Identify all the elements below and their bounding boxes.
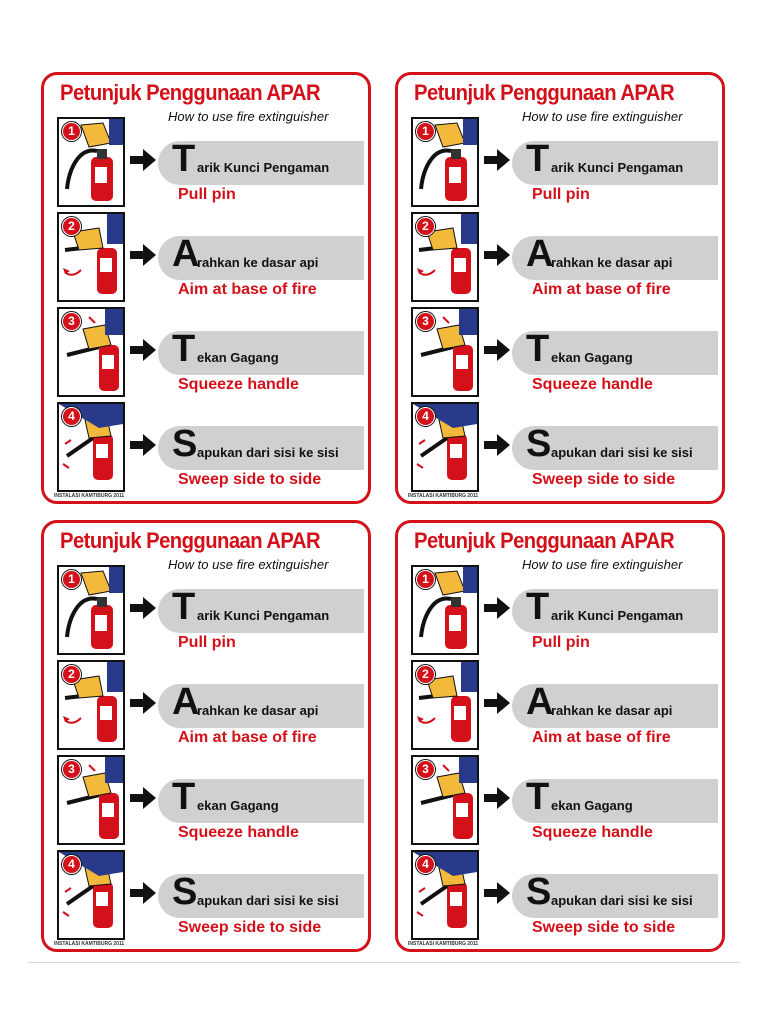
step-indonesian: rahkan ke dasar api	[197, 255, 319, 270]
step-initial: T	[172, 328, 196, 370]
card-title: Petunjuk Penggunaan APAR	[60, 80, 321, 105]
step-indonesian: ekan Gagang	[197, 350, 279, 365]
squeeze-handle-illustration	[411, 307, 479, 397]
arrow-right-icon	[484, 339, 510, 361]
step-2	[398, 660, 722, 752]
arrow-right-icon	[484, 692, 510, 714]
pull-pin-illustration	[57, 565, 125, 655]
card-credit: INSTALASI KAMTIBURG 2011	[408, 493, 479, 499]
step-number: 4	[62, 407, 81, 426]
step-initial: T	[172, 776, 196, 818]
step-initial: T	[526, 776, 550, 818]
step-english: Squeeze handle	[178, 824, 299, 841]
step-number: 2	[416, 217, 435, 236]
step-initial: A	[172, 681, 200, 723]
step-indonesian: arik Kunci Pengaman	[551, 608, 684, 623]
step-english: Pull pin	[178, 634, 236, 651]
step-english: Aim at base of fire	[532, 281, 671, 298]
sweep-illustration	[411, 850, 479, 940]
step-1	[398, 117, 722, 209]
apar-instruction-card	[395, 520, 725, 952]
step-indonesian: apukan dari sisi ke sisi	[197, 893, 339, 908]
sweep-illustration	[57, 850, 125, 940]
squeeze-handle-illustration	[57, 755, 125, 845]
step-4	[398, 402, 722, 494]
aim-nozzle-illustration	[57, 660, 125, 750]
step-1	[44, 117, 368, 209]
card-subtitle: How to use fire extinguisher	[168, 109, 329, 124]
step-number: 4	[416, 407, 435, 426]
step-english: Pull pin	[178, 186, 236, 203]
arrow-right-icon	[130, 597, 156, 619]
arrow-right-icon	[484, 244, 510, 266]
pull-pin-illustration	[411, 565, 479, 655]
step-english: Sweep side to side	[532, 471, 676, 488]
sweep-illustration	[411, 402, 479, 492]
step-english: Sweep side to side	[178, 919, 322, 936]
step-english: Aim at base of fire	[178, 729, 317, 746]
squeeze-handle-illustration	[411, 755, 479, 845]
card-subtitle: How to use fire extinguisher	[522, 109, 683, 124]
step-english: Squeeze handle	[532, 824, 653, 841]
step-number: 1	[416, 570, 435, 589]
card-title: Petunjuk Penggunaan APAR	[60, 528, 321, 553]
step-english: Pull pin	[532, 634, 590, 651]
card-title: Petunjuk Penggunaan APAR	[414, 528, 675, 553]
sweep-illustration	[57, 402, 125, 492]
step-number: 4	[62, 855, 81, 874]
step-2	[44, 212, 368, 304]
step-initial: A	[526, 681, 554, 723]
step-initial: T	[526, 586, 550, 628]
step-initial: T	[526, 328, 550, 370]
step-initial: T	[172, 586, 196, 628]
step-indonesian: ekan Gagang	[551, 350, 633, 365]
step-1	[44, 565, 368, 657]
step-initial: A	[172, 233, 200, 275]
arrow-right-icon	[484, 882, 510, 904]
step-english: Sweep side to side	[178, 471, 322, 488]
step-indonesian: apukan dari sisi ke sisi	[551, 445, 693, 460]
step-indonesian: ekan Gagang	[197, 798, 279, 813]
step-3	[44, 307, 368, 399]
step-indonesian: apukan dari sisi ke sisi	[197, 445, 339, 460]
step-number: 1	[62, 570, 81, 589]
step-english: Sweep side to side	[532, 919, 676, 936]
step-initial: S	[172, 871, 198, 913]
step-indonesian: rahkan ke dasar api	[197, 703, 319, 718]
step-english: Squeeze handle	[532, 376, 653, 393]
step-number: 2	[62, 665, 81, 684]
step-4	[398, 850, 722, 942]
step-initial: S	[526, 871, 552, 913]
aim-nozzle-illustration	[411, 660, 479, 750]
step-english: Aim at base of fire	[532, 729, 671, 746]
step-initial: T	[172, 138, 196, 180]
step-4	[44, 402, 368, 494]
step-number: 3	[62, 760, 81, 779]
step-number: 1	[416, 122, 435, 141]
step-indonesian: apukan dari sisi ke sisi	[551, 893, 693, 908]
arrow-right-icon	[130, 339, 156, 361]
aim-nozzle-illustration	[411, 212, 479, 302]
step-1	[398, 565, 722, 657]
card-credit: INSTALASI KAMTIBURG 2011	[54, 941, 125, 947]
step-number: 2	[416, 665, 435, 684]
arrow-right-icon	[130, 149, 156, 171]
step-number: 3	[416, 760, 435, 779]
step-initial: S	[526, 423, 552, 465]
arrow-right-icon	[484, 597, 510, 619]
step-2	[44, 660, 368, 752]
step-3	[398, 755, 722, 847]
step-english: Aim at base of fire	[178, 281, 317, 298]
pull-pin-illustration	[57, 117, 125, 207]
arrow-right-icon	[484, 787, 510, 809]
step-indonesian: ekan Gagang	[551, 798, 633, 813]
apar-instruction-card	[41, 520, 371, 952]
step-3	[44, 755, 368, 847]
pull-pin-illustration	[411, 117, 479, 207]
arrow-right-icon	[484, 434, 510, 456]
page-divider	[28, 962, 740, 963]
step-number: 3	[416, 312, 435, 331]
step-indonesian: rahkan ke dasar api	[551, 255, 673, 270]
card-credit: INSTALASI KAMTIBURG 2011	[408, 941, 479, 947]
card-subtitle: How to use fire extinguisher	[522, 557, 683, 572]
step-3	[398, 307, 722, 399]
apar-instruction-card	[41, 72, 371, 504]
step-indonesian: arik Kunci Pengaman	[551, 160, 684, 175]
step-indonesian: arik Kunci Pengaman	[197, 160, 330, 175]
step-number: 3	[62, 312, 81, 331]
step-number: 1	[62, 122, 81, 141]
arrow-right-icon	[130, 244, 156, 266]
arrow-right-icon	[130, 692, 156, 714]
aim-nozzle-illustration	[57, 212, 125, 302]
step-initial: A	[526, 233, 554, 275]
step-initial: T	[526, 138, 550, 180]
arrow-right-icon	[484, 149, 510, 171]
arrow-right-icon	[130, 434, 156, 456]
arrow-right-icon	[130, 787, 156, 809]
card-subtitle: How to use fire extinguisher	[168, 557, 329, 572]
step-english: Pull pin	[532, 186, 590, 203]
squeeze-handle-illustration	[57, 307, 125, 397]
card-credit: INSTALASI KAMTIBURG 2011	[54, 493, 125, 499]
arrow-right-icon	[130, 882, 156, 904]
step-number: 4	[416, 855, 435, 874]
step-initial: S	[172, 423, 198, 465]
step-number: 2	[62, 217, 81, 236]
apar-instruction-card	[395, 72, 725, 504]
step-2	[398, 212, 722, 304]
step-indonesian: arik Kunci Pengaman	[197, 608, 330, 623]
card-title: Petunjuk Penggunaan APAR	[414, 80, 675, 105]
step-english: Squeeze handle	[178, 376, 299, 393]
step-4	[44, 850, 368, 942]
step-indonesian: rahkan ke dasar api	[551, 703, 673, 718]
